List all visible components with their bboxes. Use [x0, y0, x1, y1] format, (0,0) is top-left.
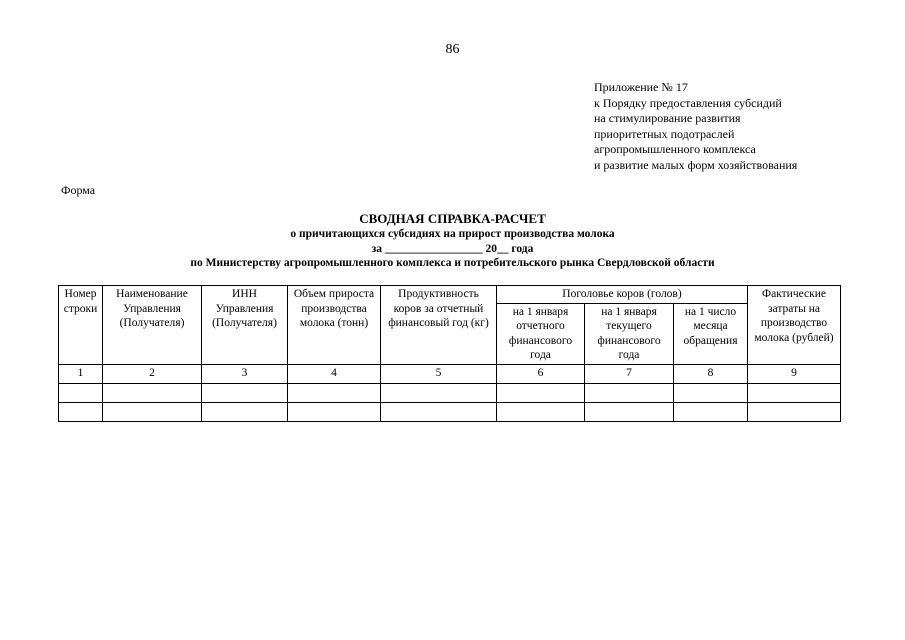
header-inn: ИНН Управления (Получателя) [202, 286, 288, 365]
table-cell [585, 383, 674, 402]
table-row [59, 383, 841, 402]
header-herd-jan1-current: на 1 января текущего финансового года [585, 303, 674, 364]
table-cell [748, 383, 841, 402]
header-actual-costs: Фактические затраты на производство молока (рублей) [748, 286, 841, 365]
table-cell [497, 383, 585, 402]
appendix-line: агропромышленного комплекса [594, 142, 756, 157]
table-cell [288, 402, 381, 421]
column-number: 4 [288, 364, 381, 383]
table-cell [202, 402, 288, 421]
column-number-row [59, 364, 841, 383]
table-cell [288, 383, 381, 402]
header-herd-group: Поголовье коров (голов) [497, 286, 748, 304]
column-number: 9 [748, 364, 841, 383]
header-management-name: Наименование Управления (Получателя) [103, 286, 202, 365]
column-number: 2 [103, 364, 202, 383]
column-number: 8 [674, 364, 748, 383]
table-cell [674, 402, 748, 421]
header-productivity: Продуктивность коров за отчетный финансовый год (кг) [381, 286, 497, 365]
column-number: 5 [381, 364, 497, 383]
table-cell [202, 383, 288, 402]
column-number: 3 [202, 364, 288, 383]
table-cell [103, 402, 202, 421]
appendix-line: приоритетных подотраслей [594, 126, 735, 141]
appendix-note [594, 80, 797, 174]
appendix-line: и развитие малых форм хозяйствования [594, 157, 798, 172]
title-main: СВОДНАЯ СПРАВКА-РАСЧЕТ [359, 211, 546, 226]
table-cell [674, 383, 748, 402]
title-period: за _________________ 20__ года [371, 242, 534, 255]
header-herd-jan1-reporting: на 1 января отчетного финансового года [497, 303, 585, 364]
table-cell [381, 402, 497, 421]
table-cell [381, 383, 497, 402]
form-label: Форма [61, 183, 96, 197]
document-title [0, 211, 905, 271]
table-cell [585, 402, 674, 421]
header-row-number: Номер строки [59, 286, 103, 365]
title-ministry: по Министерству агропромышленного комплекса и потребительского рынка Свердловской области [190, 257, 715, 269]
table-cell [103, 383, 202, 402]
title-subject: о причитающихся субсидиях на прирост производства молока [290, 228, 615, 240]
header-herd-first-day: на 1 число месяца обращения [674, 303, 748, 364]
column-number: 6 [497, 364, 585, 383]
header-growth-volume: Объем прироста производства молока (тонн) [288, 286, 381, 365]
appendix-line: Приложение № 17 [594, 80, 688, 94]
table-cell [748, 402, 841, 421]
table-cell [497, 402, 585, 421]
column-number: 1 [59, 364, 103, 383]
column-number: 7 [585, 364, 674, 383]
table-cell [59, 383, 103, 402]
appendix-line: на стимулирование развития [594, 111, 741, 126]
table-row [59, 402, 841, 421]
table-cell [59, 402, 103, 421]
page-number: 86 [445, 42, 460, 57]
appendix-line: к Порядку предоставления субсидий [594, 95, 782, 110]
subsidy-table [58, 285, 841, 422]
